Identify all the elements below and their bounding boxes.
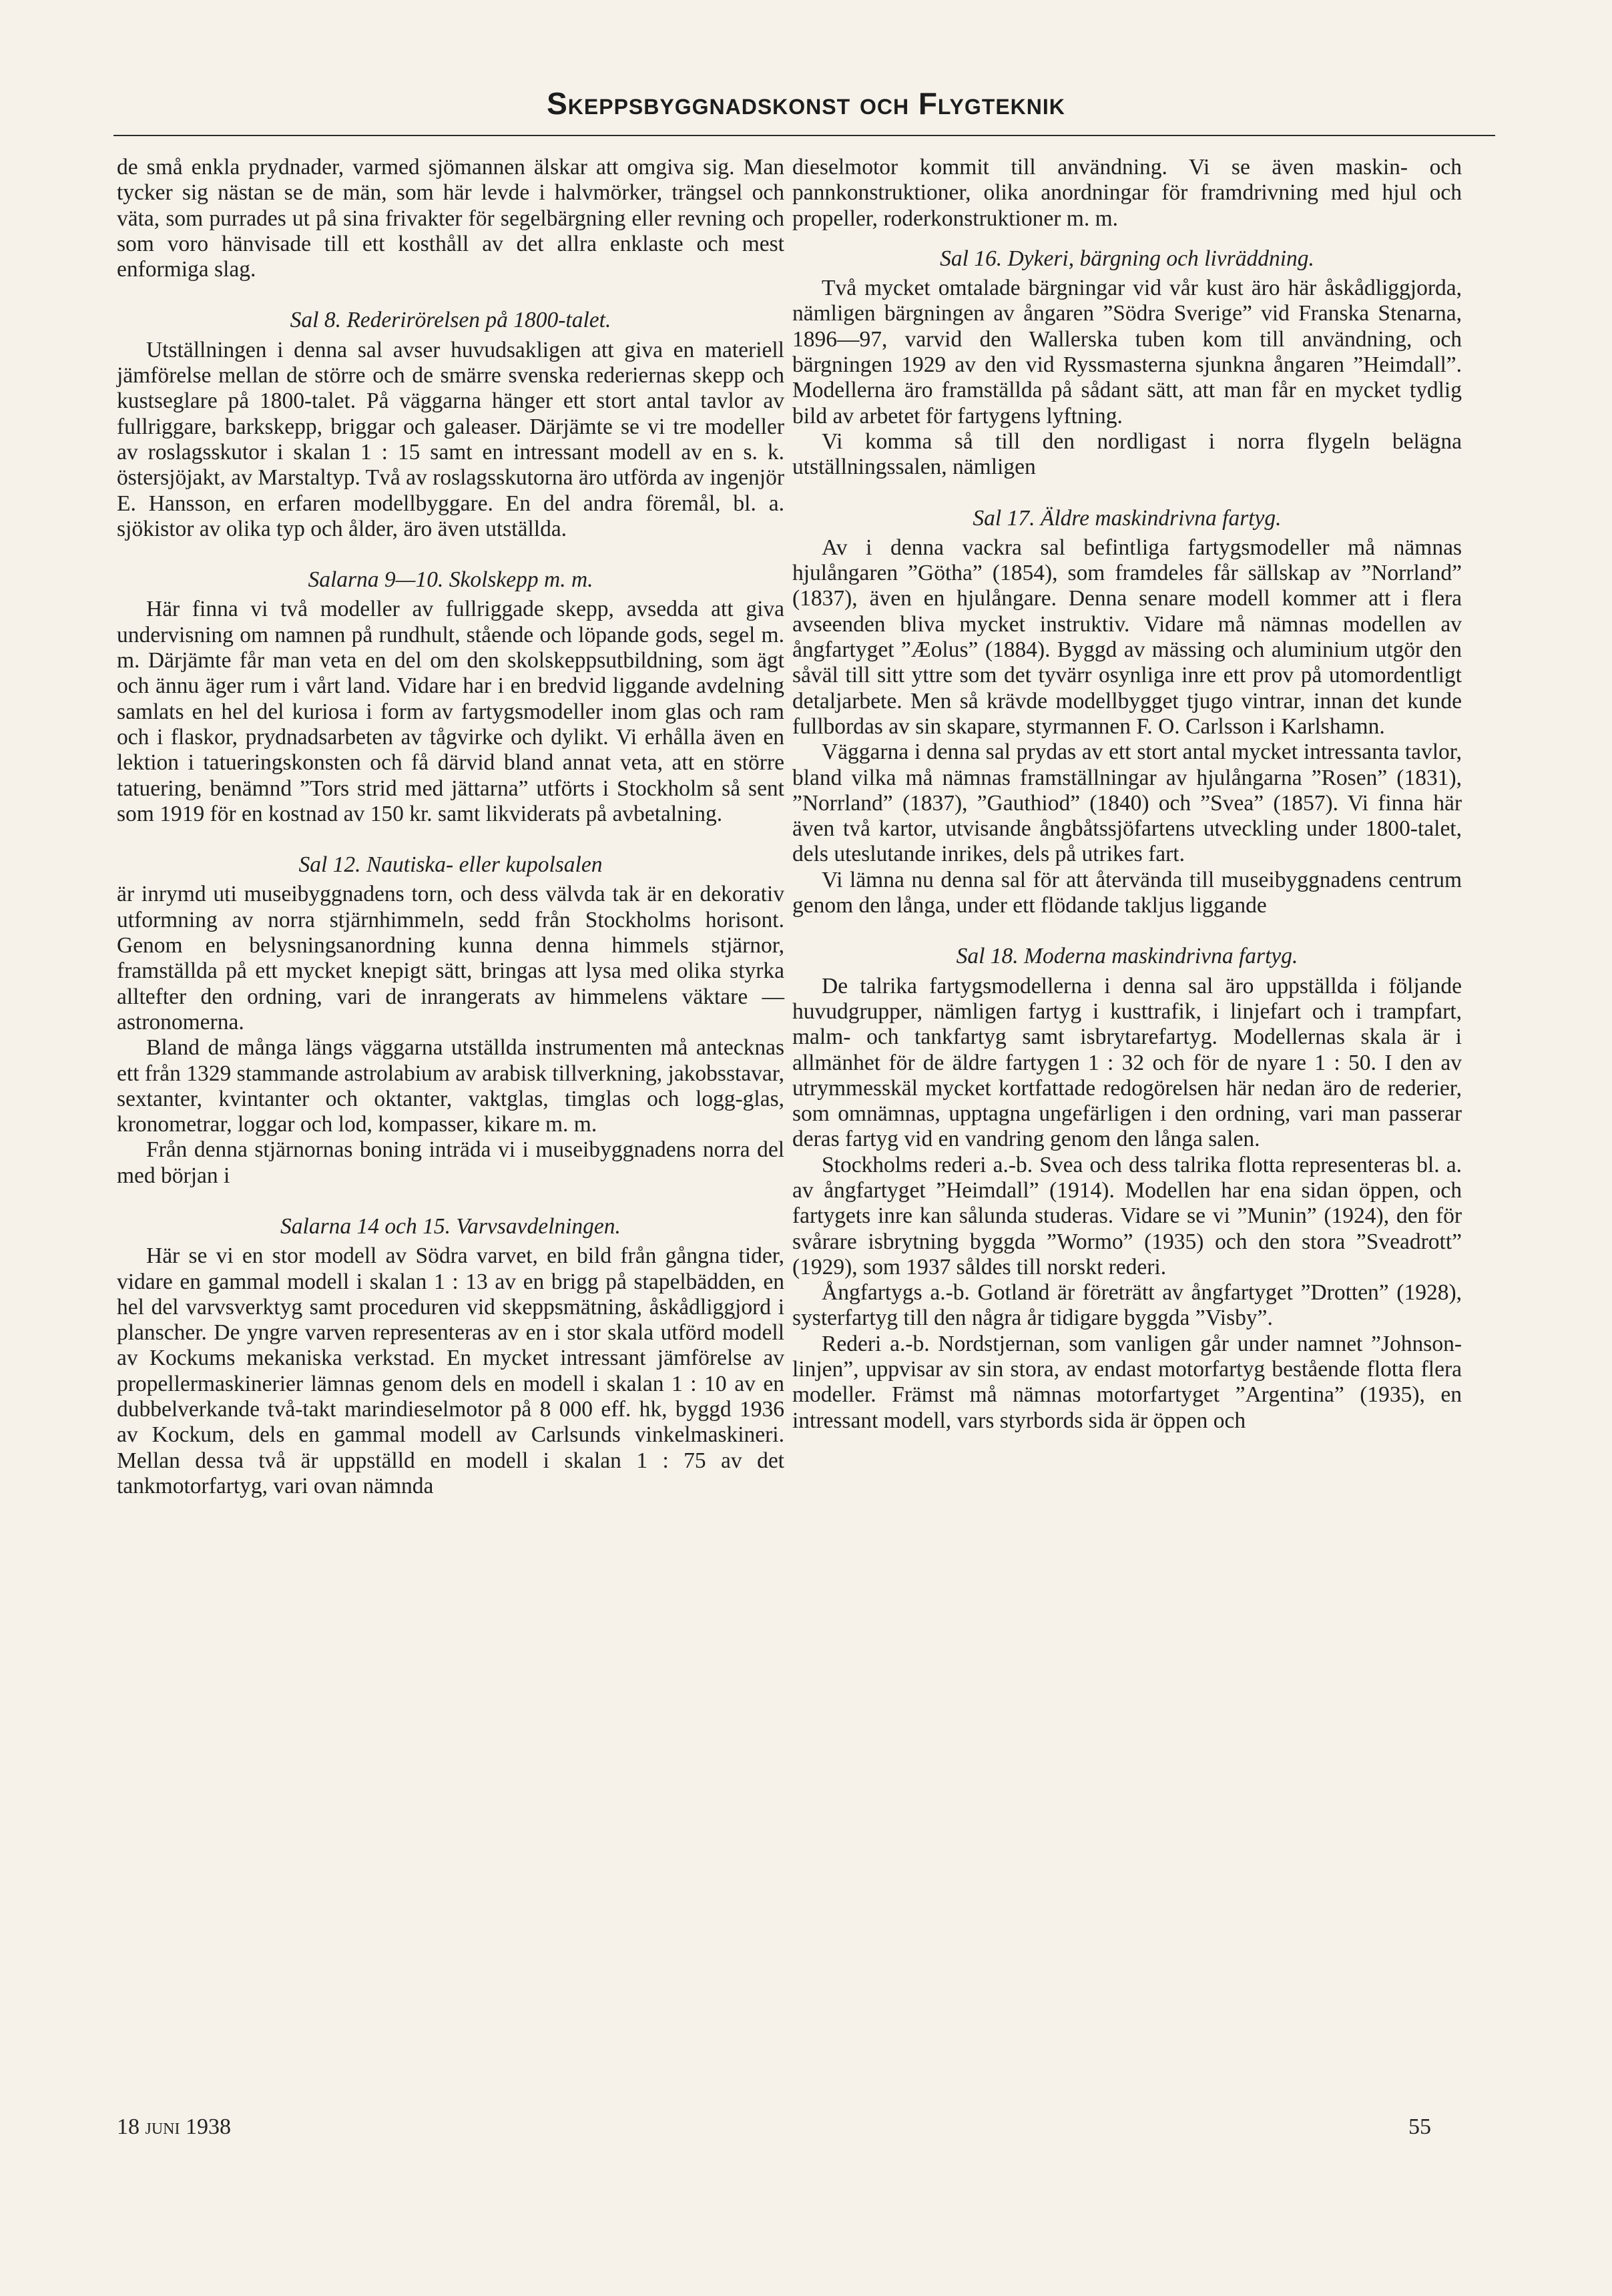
footer-date: [117, 2114, 231, 2140]
paragraph: Här se vi en stor modell av Södra varvet, en bild från gångna tider, vidare en gammal modell i skalan 1 : 13 av en brigg på stapelbädden, en hel del varvsverktyg samt proceduren vid skeppsmätning, åskådliggjord i planscher. De yngre varven representeras av en i stor skala utförd modell av Kockums mekaniska verkstad. En mycket intressant jämförelse av propellermaskinerier lämnas genom dels en modell i skalan 1 : 10 av en dubbelverkande två-takt marindieselmotor på 8 000 eff. hk, byggd 1936 av Kockum, dels en gammal modell av Carlsunds vinkelmaskineri. Mellan dessa två är uppställd en modell i skalan 1 : 75 av det tankmotorfartyg, vari ovan nämnda: [117, 1243, 784, 1498]
paragraph: Här finna vi två modeller av fullriggade skepp, avsedda att giva undervisning om namnen på rundhult, stående och löpande gods, segel m. m. Därjämte får man veta en del om den skolskeppsutbildning, som ägt och ännu äger rum i vårt land. Vidare har i en bredvid liggande avdelning samlats en hel del kuriosa i form av fartygsmodeller inom glas och ram och i flaskor, prydnadsarbeten av tågvirke och dylikt. Vi erhålla även en lektion i tatueringskonsten och få därvid bland annat veta, att en större tatuering, benämnd ”Tors strid med jättarna” utförts i Stockholm så sent som 1919 för en kostnad av 150 kr. samt likviderats på avbetalning.: [117, 597, 784, 826]
left-column: [117, 155, 784, 1499]
paragraph: Bland de många längs väggarna utställda instrumenten må antecknas ett från 1329 stammande astrolabium av arabisk tillverkning, jakobsstavar, sextanter, kvintanter och oktanter, vaktglas, timglas och logg-glas, kronometrar, loggar och lod, kompasser, kikare m. m.: [117, 1035, 784, 1137]
paragraph: De talrika fartygsmodellerna i denna sal äro uppställda i följande huvudgrupper, nämligen fartyg i kusttrafik, i linjefart och i trampfart, malm- och tankfartyg samt isbrytarefartyg. Modellernas skala är i allmänhet för de äldre fartygen 1 : 32 och för de nyare 1 : 50. I den av utrymmesskäl mycket kortfattade redogörelsen här nedan äro de rederier, som omnämnas, upptagna ungefärligen i den ordning, vari man passerar deras fartyg vid en vandring genom den långa salen.: [792, 973, 1462, 1152]
paragraph: Stockholms rederi a.-b. Svea och dess talrika flotta representeras bl. a. av ångfartyget ”Heimdall” (1914). Modellen har ena sidan öppen, och fartygets inre kan sålunda studeras. Vidare se vi ”Munin” (1924), den för svårare isbrytning byggda ”Wormo” (1935) och den stora ”Sveadrott” (1929), som 1937 såldes till norskt rederi.: [792, 1152, 1462, 1279]
running-header: Skeppsbyggnadskonst och Flygteknik: [547, 86, 1065, 121]
section-heading-sal-18: Sal 18. Moderna maskindrivna fartyg.: [956, 944, 1298, 969]
paragraph: Vi komma så till den nordligast i norra flygeln belägna utställningssalen, nämligen: [792, 428, 1462, 480]
paragraph: de små enkla prydnader, varmed sjömannen älskar att omgiva sig. Man tycker sig nästan se de män, som här levde i halvmörker, trängsel och väta, som purrades ut på sina frivakter för segelbärgning eller revning och som voro hänvisade till ett kosthåll av det allra enklaste och mest enformiga slag.: [117, 155, 784, 282]
paragraph: Från denna stjärnornas boning inträda vi i museibyggnadens norra del med början i: [117, 1137, 784, 1188]
right-column: [792, 155, 1462, 1434]
paragraph: Rederi a.-b. Nordstjernan, som vanligen går under namnet ”Johnson-linjen”, uppvisar av sin stora, av endast motorfartyg bestående flotta flera modeller. Främst må nämnas motorfartyget ”Argentina” (1935), en intressant modell, vars styrbords sida är öppen och: [792, 1331, 1462, 1433]
section-heading-sal-12: Sal 12. Nautiska- eller kupolsalen: [298, 852, 603, 878]
paragraph: dieselmotor kommit till användning. Vi se även maskin- och pannkonstruktioner, olika anordningar för framdrivning med hjul och propeller, roderkonstruktioner m. m.: [792, 155, 1462, 231]
page-number: 55: [1408, 2114, 1431, 2139]
paragraph: Av i denna vackra sal befintliga fartygsmodeller må nämnas hjulångaren ”Götha” (1854), som framdeles får sällskap av ”Norrland” (1837), även en hjulångare. Denna senare modell kommer att i flera avseenden bliva mycket instruktiv. Vidare må nämnas modellen av ångfartyget ”Æolus” (1884). Byggd av mässing och aluminium utgör den såväl till sitt yttre som det tyvärr osynliga inre ett prov på utomordentligt detaljarbete. Men så krävde modellbygget tjugo vintrar, innan det kunde fullbordas av sin skapare, styrmannen F. O. Carlsson i Karlshamn.: [792, 535, 1462, 739]
paragraph: är inrymd uti museibyggnadens torn, och dess välvda tak är en dekorativ utformning av norra stjärnhimmeln, sedd från Stockholms horisont. Genom en belysningsanordning kunna denna himmels stjärnor, framställda på ett mycket knepigt sätt, bringas att lysa med olika styrka alltefter den ordning, vari de inrangerats av himmelens väktare — astronomerna.: [117, 882, 784, 1035]
paragraph: Två mycket omtalade bärgningar vid vår kust äro här åskådliggjorda, nämligen bärgningen av ångaren ”Södra Sverige” vid Franska Stenarna, 1896—97, varvid den Wallerska tuben kom till användning, och bärgningen 1929 av den vid Ryssmasterna sjunkna ångaren ”Heimdall”. Modellerna äro framställda på sådant sätt, att man får en mycket tydlig bild av arbetet för fartygens lyftning.: [792, 276, 1462, 428]
footer-date-text: 18 juni 1938: [117, 2114, 231, 2139]
paragraph: Väggarna i denna sal prydas av ett stort antal mycket intressanta tavlor, bland vilka må nämnas framställningar av hjulångarna ”Rosen” (1831), ”Norrland” (1837), ”Gauthiod” (1840) och ”Svea” (1857). Vi finna här även två kartor, utvisande ångbåtssjöfartens utveckling under 1800-talet, dels uteslutande inrikes, dels på utrikes fart.: [792, 740, 1462, 867]
section-heading-sal-8: Sal 8. Rederirörelsen på 1800-talet.: [290, 308, 611, 333]
section-heading-salarna-14-15: Salarna 14 och 15. Varvsavdelningen.: [280, 1213, 621, 1239]
paragraph: Vi lämna nu denna sal för att återvända till museibyggnadens centrum genom den långa, under ett flödande takljus liggande: [792, 867, 1462, 918]
section-heading-sal-17: Sal 17. Äldre maskindrivna fartyg.: [973, 505, 1282, 531]
paragraph: Utställningen i denna sal avser huvudsakligen att giva en materiell jämförelse mellan de större och de smärre svenska rederiernas skepp och kustseglare på 1800-talet. På väggarna hänger ett stort antal tavlor av fullriggare, barkskepp, briggar och galeaser. Därjämte se vi tre modeller av roslagsskutor i skalan 1 : 15 samt en intressant modell av en s. k. östersjöjakt, av Marstaltyp. Två av roslagsskutorna äro utförda av ingenjör E. Hansson, en erfaren modellbyggare. En del andra föremål, bl. a. sjökistor av olika typ och ålder, äro även utställda.: [117, 337, 784, 541]
section-heading-sal-16: Sal 16. Dykeri, bärgning och livräddning.: [940, 246, 1314, 271]
section-heading-salarna-9-10: Salarna 9—10. Skolskepp m. m.: [308, 567, 593, 593]
paragraph: Ångfartygs a.-b. Gotland är företrätt av ångfartyget ”Drotten” (1928), systerfartyg till den några år tidigare byggda ”Visby”.: [792, 1280, 1462, 1331]
header-rule: [113, 135, 1495, 136]
